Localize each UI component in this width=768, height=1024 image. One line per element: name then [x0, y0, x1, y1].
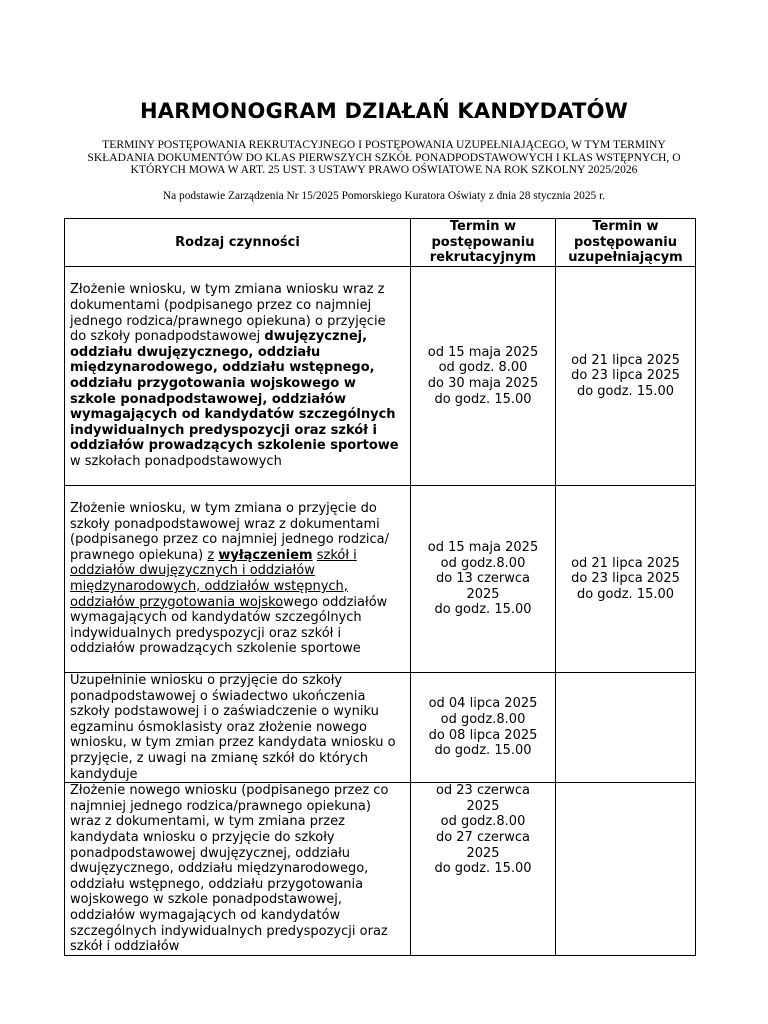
term-line: od 23 czerwca	[435, 783, 531, 799]
activity-text-underlined: szkół i oddziałów dwujęzycznych i oddziałów międzynarodowych, oddziałów wstępnych, oddziałów przygotowania wojsko	[70, 547, 357, 610]
supplementary-term-cell	[556, 267, 696, 486]
recruitment-term-cell	[411, 267, 556, 486]
activity-text: Złożenie nowego wniosku (podpisanego przez co najmniej jednego rodzica/prawnego opiekuna) wraz z dokumentami, w tym zmiana przez kandydata wniosku o przyjęcie do szkoły ponadpodstawowej dwujęzycznej, oddziału dwujęzycznego, oddziału międzynarodowego, oddziału wstępnego, oddziału przygotowania wojskowego w szkole ponadpodstawowej, oddziałów wymagających od kandydatów szczególnych indywidualnych predyspozycji oraz szkół i oddziałów	[70, 783, 389, 955]
term-line: do 23 lipca 2025	[571, 571, 680, 587]
term-line: do 13 czerwca	[435, 571, 531, 587]
supplementary-term-cell-empty	[556, 783, 696, 956]
activity-cell	[65, 783, 411, 956]
term-line: 2025	[466, 845, 500, 861]
term-line: do godz. 15.00	[576, 586, 675, 602]
activity-text-tail: wego oddziałów wymagających od kandydatów szczególnych indywidualnych predyspozycji oraz szkół i oddziałów prowadzących szkolenie sportowe	[70, 594, 388, 657]
term-line: od godz. 8.00	[438, 360, 528, 376]
term-line: od 21 lipca 2025	[571, 352, 680, 368]
page-title: HARMONOGRAM DZIAŁAŃ KANDYDATÓW	[140, 99, 628, 123]
legal-basis-note: Na podstawie Zarządzenia Nr 15/2025 Pomorskiego Kuratora Oświaty z dnia 28 stycznia 2025 r.	[162, 190, 606, 202]
term-line: do godz. 15.00	[434, 861, 532, 877]
activity-text: Uzupełninie wniosku o przyjęcie do szkoły ponadpodstawowej o świadectwo ukończenia szkoły podstawowej i o zaświadczenie o wyniku egzaminu ósmoklasisty oraz złożenie nowego wniosku, w tym zmian przez kandydata wniosku o przyjęcie, z uwagi na zmianę szkół do których kandyduje	[70, 673, 396, 782]
activity-text-underlined-bold: wyłączeniem	[218, 547, 313, 563]
recruitment-term-cell	[411, 486, 556, 673]
activity-cell	[65, 267, 411, 486]
table-row	[65, 267, 696, 486]
schedule-table	[64, 218, 696, 956]
term-line: do godz. 15.00	[576, 383, 675, 399]
term-line: do godz. 15.00	[434, 602, 532, 618]
term-line: do 30 maja 2025	[427, 376, 539, 391]
term-line: od godz.8.00	[440, 711, 526, 727]
term-line: od godz.8.00	[440, 555, 526, 571]
document-subtitle: TERMINY POSTĘPOWANIA REKRUTACYJNEGO I POSTĘPOWANIA UZUPEŁNIAJĄCEGO, W TYM TERMINY SKŁADANIA DOKUMENTÓW DO KLAS PIERWSZYCH SZKÓŁ PONADPODSTAWOWYCH I KLAS WSTĘPNYCH, O KTÓRYCH MOWA W ART. 25 UST. 3 USTAWY PRAWO OŚWIATOWE NA ROK SZKOLNY 2025/2026	[87, 138, 681, 176]
activity-text: Złożenie wniosku, w tym zmiana wniosku wraz z dokumentami (podpisanego przez co najmniej jednego rodzica/prawnego opiekuna) o przyjęcie do szkoły ponadpodstawowej	[70, 282, 386, 345]
term-line: od 15 maja 2025	[427, 540, 539, 556]
recruitment-term-cell	[411, 673, 556, 783]
term-line: do 08 lipca 2025	[428, 727, 538, 743]
term-line: od godz.8.00	[440, 814, 526, 830]
table-row	[65, 486, 696, 673]
activity-cell	[65, 673, 411, 783]
table-row	[65, 783, 696, 956]
term-line: 2025	[466, 586, 500, 602]
table-row	[65, 673, 696, 783]
supplementary-term-cell	[556, 486, 696, 673]
recruitment-term-cell	[411, 783, 556, 956]
term-line: do godz. 15.00	[434, 743, 532, 759]
term-line: do godz. 15.00	[434, 391, 532, 407]
term-line: od 04 lipca 2025	[428, 696, 538, 712]
activity-text: Złożenie wniosku, w tym zmiana o przyjęcie do szkoły ponadpodstawowej wraz z dokumentami (podpisanego przez co najmniej jednego rodzica/ prawnego opiekuna)	[70, 501, 390, 563]
term-line: od 21 lipca 2025	[571, 555, 680, 571]
term-line: do 27 czerwca	[435, 829, 531, 845]
activity-cell	[65, 486, 411, 673]
header-recruitment-term: Termin w postępowaniu rekrutacyjnym	[411, 219, 556, 267]
term-line: do 23 lipca 2025	[571, 368, 680, 384]
activity-text-tail: w szkołach ponadpodstawowych	[70, 453, 282, 469]
activity-text-underlined: z	[207, 547, 215, 563]
header-supplementary-term: Termin w postępowaniu uzupełniającym	[556, 219, 696, 267]
header-activity: Rodzaj czynności	[65, 219, 411, 267]
supplementary-term-cell-empty	[556, 673, 696, 783]
term-line: od 15 maja 2025	[427, 344, 539, 360]
table-header-row	[65, 219, 696, 267]
activity-text-bold: dwujęzycznej, oddziału dwujęzycznego, oddziału międzynarodowego, oddziału wstępnego, oddziału przygotowania wojskowego w szkole ponadpodstawowej, oddziałów wymagających od kandydatów szczególnych indywidualnych predyspozycji oraz szkół i oddziałów prowadzących szkolenie sportowe	[70, 329, 399, 454]
term-line: 2025	[466, 798, 500, 814]
